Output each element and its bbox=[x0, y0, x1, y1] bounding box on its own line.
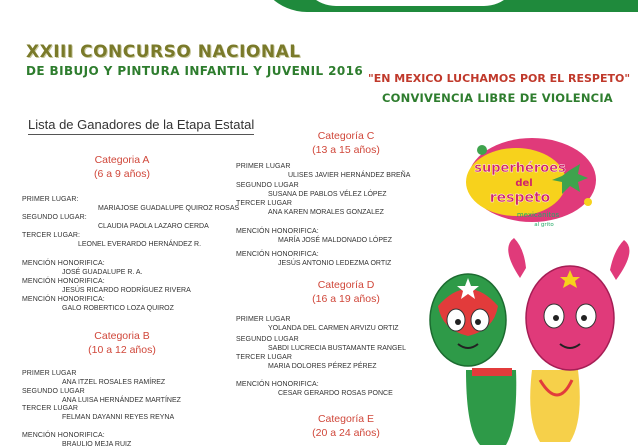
entry-name: ANA LUISA HERNÁNDEZ MARTÍNEZ bbox=[62, 397, 181, 404]
entry-name: BRAULIO MEJA RUIZ bbox=[62, 441, 132, 448]
entry-name: CLAUDIA PAOLA LAZARO CERDA bbox=[98, 223, 209, 230]
category-name: Categoría C bbox=[317, 130, 375, 142]
entry-label: MENCIÓN HONORIFICA: bbox=[236, 228, 319, 235]
category-ages: (10 a 12 años) bbox=[88, 344, 156, 356]
entry-name: FELMAN DAYANNI REYES REYNA bbox=[62, 414, 175, 421]
entry-label: MENCIÓN HONORIFICA: bbox=[22, 432, 105, 439]
luchador-green-belt bbox=[472, 368, 512, 376]
category-ages: (6 a 9 años) bbox=[93, 168, 151, 180]
category-ages: (13 a 15 años) bbox=[312, 144, 380, 156]
logo-text-line4: mexicanitos bbox=[516, 211, 560, 219]
entry-label: PRIMER LUGAR bbox=[236, 316, 291, 323]
logo-text-line5: al grito bbox=[534, 222, 554, 228]
category-e-heading bbox=[266, 412, 426, 440]
contest-title: XXIII CONCURSO NACIONAL bbox=[26, 42, 301, 62]
entry-label: MENCIÓN HONORIFICA: bbox=[22, 260, 105, 267]
category-ages: (16 a 19 años) bbox=[312, 293, 380, 305]
entry-label: SEGUNDO LUGAR bbox=[236, 336, 299, 343]
entry-name: CESAR GERARDO ROSAS PONCE bbox=[278, 390, 393, 397]
entry-name: ANA ITZEL ROSALES RAMÍREZ bbox=[62, 379, 166, 386]
entry-label: MENCIÓN HONORIFICA: bbox=[236, 381, 319, 388]
dot-icon bbox=[584, 198, 592, 206]
entry-name: JESÚS ANTONIO LEDEZMA ORTIZ bbox=[278, 260, 392, 267]
pigtail-right bbox=[610, 240, 629, 280]
logo-text-line1: superhéroes bbox=[474, 161, 566, 176]
pupil bbox=[581, 315, 587, 321]
slogan-secondary: CONVIVENCIA LIBRE DE VIOLENCIA bbox=[382, 91, 613, 105]
entry-name: SUSANA DE PABLOS VÉLEZ LÓPEZ bbox=[268, 191, 387, 198]
slogan-main: "EN MEXICO LUCHAMOS POR EL RESPETO" bbox=[368, 72, 631, 85]
category-name: Categoría D bbox=[317, 279, 375, 291]
entry-name: GALO ROBERTICO LOZA QUIROZ bbox=[62, 305, 174, 312]
entry-name: MARIA DOLORES PÉREZ PÉREZ bbox=[268, 363, 377, 370]
pupil bbox=[475, 319, 481, 325]
entry-label: TERCER LUGAR bbox=[236, 200, 293, 207]
entry-label: PRIMER LUGAR bbox=[236, 163, 291, 170]
pupil bbox=[553, 315, 559, 321]
entry-label: TERCER LUGAR: bbox=[22, 232, 81, 239]
dot-icon bbox=[477, 145, 487, 155]
winners-list-title: Lista de Ganadores de la Etapa Estatal bbox=[28, 117, 254, 135]
entry-name: SABDI LUCRECIA BUSTAMANTE RANGEL bbox=[268, 345, 406, 352]
entry-label: SEGUNDO LUGAR bbox=[236, 182, 299, 189]
logo-text-line2: del bbox=[515, 178, 533, 189]
entry-name: LEONEL EVERARDO HERNÁNDEZ R. bbox=[78, 241, 202, 248]
entry-label: TERCER LUGAR bbox=[236, 354, 293, 361]
entry-label: PRIMER LUGAR bbox=[22, 370, 77, 377]
entry-label: MENCIÓN HONORIFICA: bbox=[22, 278, 105, 285]
luchador-green-figure bbox=[430, 274, 516, 445]
category-ages: (20 a 24 años) bbox=[312, 427, 380, 439]
entry-name: MARIAJOSE GUADALUPE QUIROZ ROSAS bbox=[98, 205, 240, 212]
entry-label: SEGUNDO LUGAR: bbox=[22, 214, 87, 221]
header-banner-curve bbox=[300, 0, 520, 6]
entry-name: YOLANDA DEL CARMEN ARVIZU ORTIZ bbox=[268, 325, 399, 332]
entry-label: PRIMER LUGAR: bbox=[22, 196, 79, 203]
category-a-heading bbox=[42, 153, 202, 181]
entry-label: MENCIÓN HONORIFICA: bbox=[236, 251, 319, 258]
logo-text-line3: respeto bbox=[489, 190, 551, 206]
luchador-pink-figure bbox=[508, 238, 629, 442]
entry-name: JOSÉ GUADALUPE R. A. bbox=[62, 269, 143, 276]
entry-name: ULISES JAVIER HERNÁNDEZ BREÑA bbox=[288, 172, 411, 179]
pupil bbox=[455, 319, 461, 325]
category-b-heading bbox=[42, 329, 202, 357]
entry-name: MARÍA JOSÉ MALDONADO LÓPEZ bbox=[278, 237, 392, 244]
category-d-heading bbox=[266, 278, 426, 306]
superheroes-logo bbox=[466, 138, 596, 228]
category-name: Categoría E bbox=[317, 413, 375, 425]
superheroes-illustration bbox=[420, 130, 638, 445]
entry-label: MENCIÓN HONORIFICA: bbox=[22, 296, 105, 303]
contest-subtitle: DE BIBUJO Y PINTURA INFANTIL Y JUVENIL 2016 bbox=[26, 64, 364, 78]
entry-name: JESÚS RICARDO RODRÍGUEZ RIVERA bbox=[62, 287, 191, 294]
category-c-heading bbox=[266, 129, 426, 157]
category-name: Categoria A bbox=[94, 154, 150, 166]
category-name: Categoria B bbox=[94, 330, 150, 342]
entry-label: TERCER LUGAR bbox=[22, 405, 79, 412]
pigtail-left bbox=[508, 238, 526, 278]
entry-label: SEGUNDO LUGAR bbox=[22, 388, 85, 395]
entry-name: ANA KAREN MORALES GONZALEZ bbox=[268, 209, 384, 216]
luchador-green-body bbox=[466, 370, 516, 445]
